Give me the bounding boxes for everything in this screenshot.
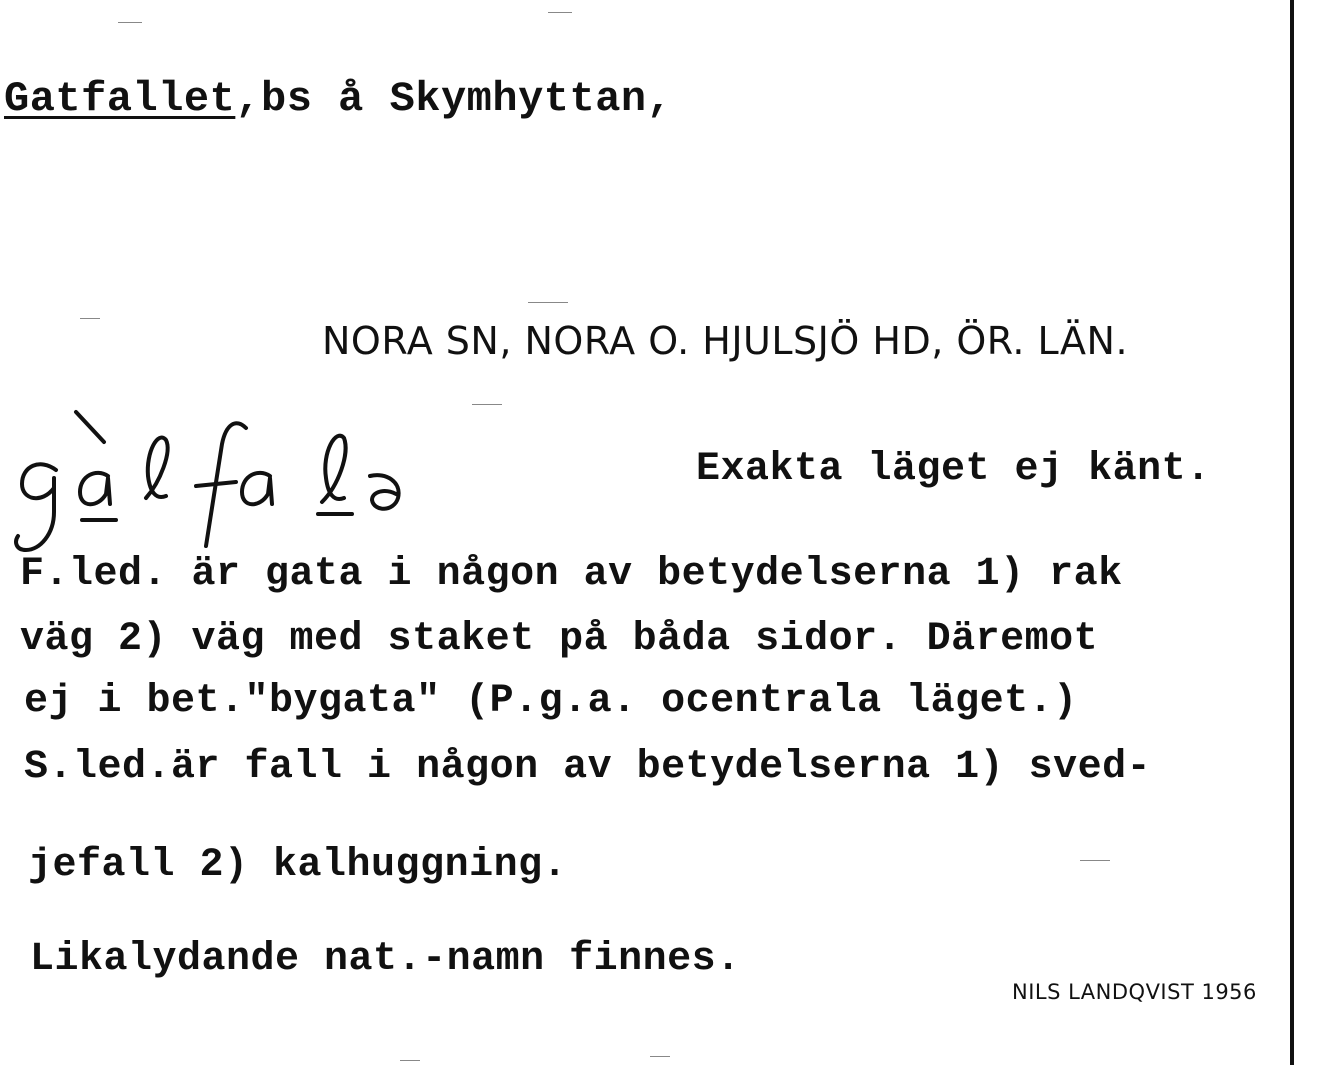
header-line [4, 75, 673, 123]
location-stamp: NORA SN, NORA O. HJULSJÖ HD, ÖR. LÄN. [322, 319, 1129, 363]
card-edge-line [1290, 0, 1294, 1065]
scan-speck [650, 1056, 670, 1057]
scan-speck [472, 404, 502, 405]
handwritten-pronunciation [0, 400, 440, 560]
pronunciation-text [0, 0, 1, 1]
scan-speck [528, 302, 568, 303]
signature-stamp: NILS LANDQVIST 1956 [1012, 980, 1257, 1004]
scan-speck [548, 12, 572, 13]
body-line: S.led.är fall i någon av betydelserna 1) sved- [24, 745, 1152, 790]
scan-speck [118, 22, 142, 23]
body-line: jefall 2) kalhuggning. [28, 843, 568, 888]
location-note: Exakta läget ej känt. [696, 447, 1211, 492]
headword-description: ,bs å Skymhyttan, [235, 75, 673, 123]
scan-speck [400, 1060, 420, 1061]
scan-speck [80, 318, 100, 319]
body-line: F.led. är gata i någon av betydelserna 1) rak [20, 552, 1123, 597]
headword: Gatfallet [4, 75, 236, 123]
scan-speck [1080, 860, 1110, 861]
body-line: ej i bet."bygata" (P.g.a. ocentrala läget.) [24, 679, 1078, 724]
body-line: Likalydande nat.-namn finnes. [30, 937, 741, 982]
body-line: väg 2) väg med staket på båda sidor. Däremot [20, 617, 1099, 662]
